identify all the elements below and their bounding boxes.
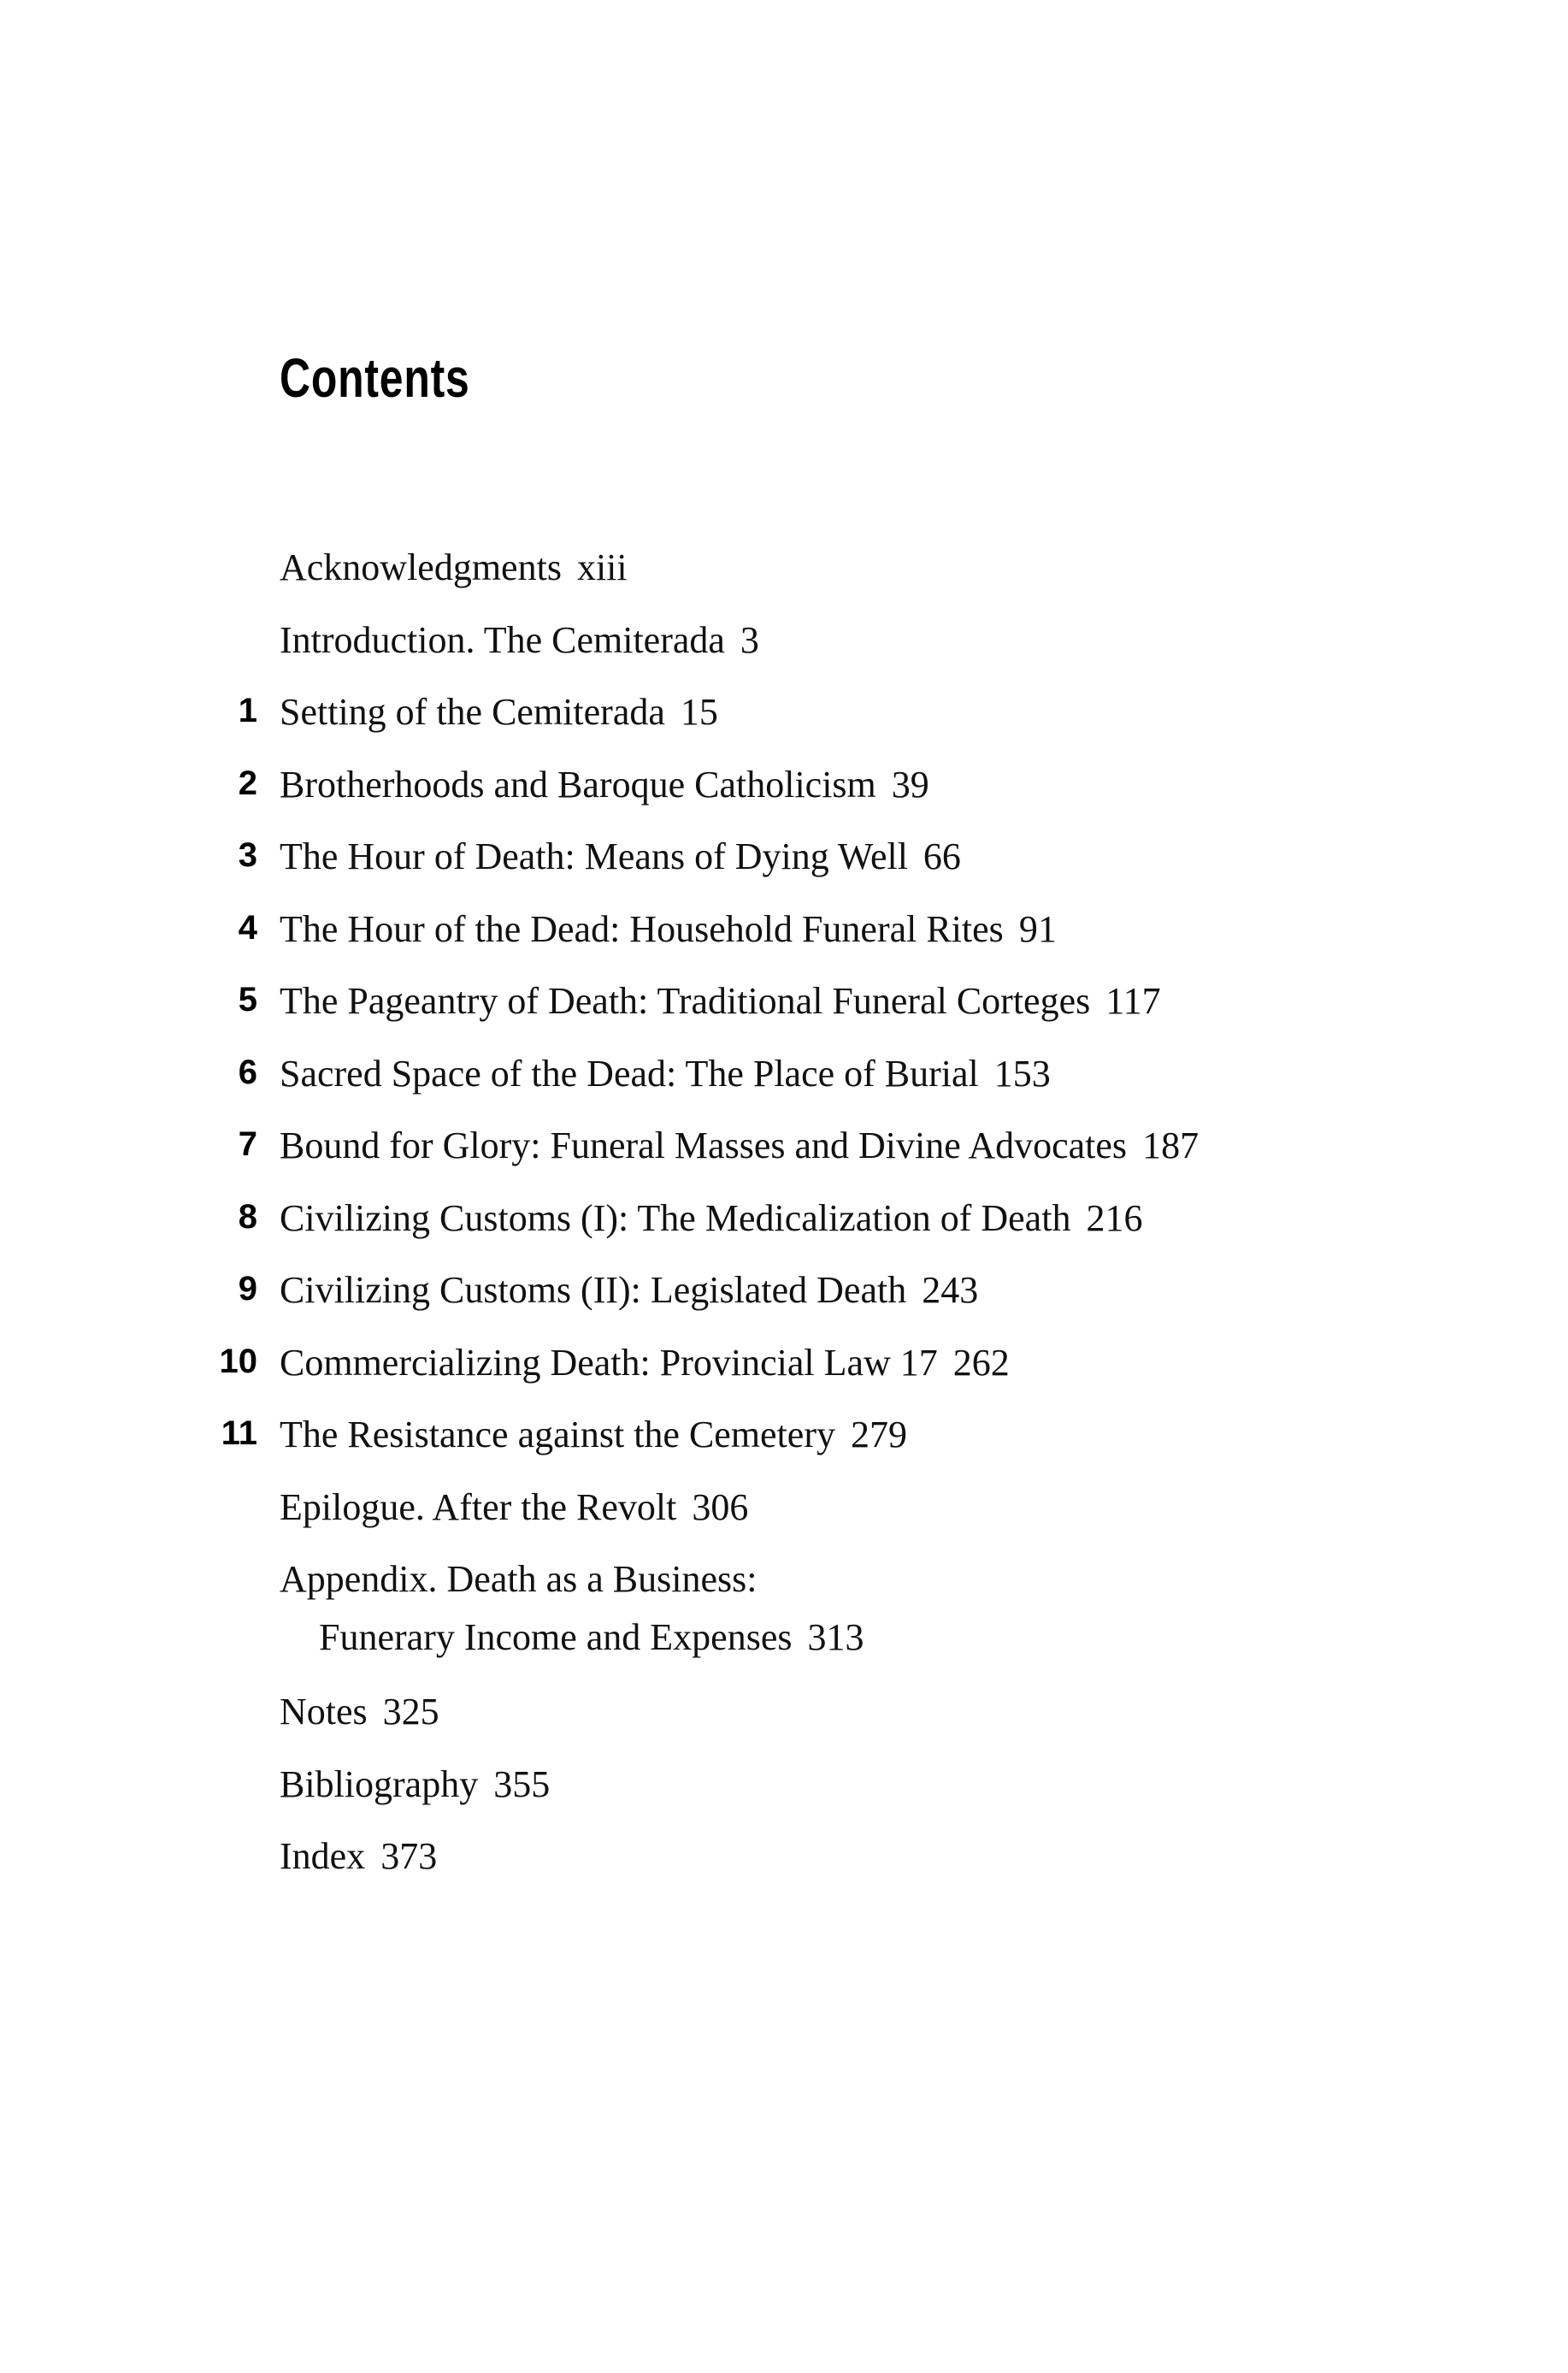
entry-title: The Hour of the Dead: Household Funeral Rites [280, 907, 1004, 950]
page-number: 325 [382, 1691, 439, 1733]
entry-title: Bibliography [280, 1762, 479, 1805]
toc-entry-chapter-5 [0, 972, 1568, 1045]
entry-title: Index [280, 1835, 366, 1877]
toc-entry-chapter-11 [0, 1406, 1568, 1479]
toc-entry-chapter-3 [0, 828, 1568, 900]
entry-title: Sacred Space of the Dead: The Place of Burial [280, 1052, 979, 1095]
entry-title: Commercializing Death: Provincial Law 17 [280, 1341, 938, 1384]
chapter-number: 11 [221, 1414, 257, 1452]
page-number: 373 [380, 1835, 438, 1877]
page-number: 279 [851, 1414, 907, 1455]
toc-entry-chapter-2 [0, 756, 1568, 829]
chapter-number: 1 [238, 692, 257, 729]
page-number: 262 [952, 1341, 1010, 1384]
entry-title: Epilogue. After the Revolt [280, 1485, 677, 1528]
page-number: 66 [923, 835, 961, 877]
entry-title: The Pageantry of Death: Traditional Funeral Corteges [280, 980, 1091, 1022]
page-number: 306 [692, 1485, 749, 1528]
entry-title: Bound for Glory: Funeral Masses and Divine Advocates [280, 1125, 1128, 1166]
page-number: 243 [922, 1269, 979, 1311]
entry-title-continued: Funerary Income and Expenses [319, 1616, 793, 1659]
table-of-contents [0, 539, 1568, 1900]
page-number: 216 [1086, 1196, 1143, 1239]
toc-entry-chapter-7 [0, 1117, 1568, 1189]
entry-title: Civilizing Customs (II): Legislated Death [280, 1269, 907, 1311]
entry-title: Notes [280, 1691, 368, 1733]
page-number: 187 [1142, 1125, 1200, 1166]
toc-entry-chapter-6 [0, 1045, 1568, 1118]
entry-title: The Hour of Death: Means of Dying Well [280, 835, 908, 877]
toc-entry-bibliography [0, 1756, 1568, 1828]
toc-entry-index [0, 1827, 1568, 1900]
chapter-number: 7 [238, 1125, 257, 1163]
chapter-number: 2 [238, 764, 257, 802]
chapter-number: 6 [238, 1053, 257, 1091]
chapter-number: 3 [238, 836, 257, 874]
page-title: Contents [280, 347, 470, 409]
entry-title: The Resistance against the Cemetery [280, 1414, 835, 1455]
page-number: 153 [993, 1052, 1051, 1095]
entry-title: Brotherhoods and Baroque Catholicism [280, 763, 876, 806]
toc-entry-chapter-9 [0, 1261, 1568, 1334]
chapter-number: 5 [238, 981, 257, 1018]
entry-title: Setting of the Cemiterada [280, 691, 665, 733]
page-number: 3 [740, 618, 759, 661]
toc-entry-chapter-10 [0, 1334, 1568, 1407]
page-number: 15 [680, 691, 718, 733]
toc-entry-epilogue [0, 1479, 1568, 1551]
chapter-number: 10 [219, 1342, 257, 1380]
toc-entry-notes [0, 1683, 1568, 1756]
toc-entry-appendix [0, 1550, 1568, 1683]
chapter-number: 8 [238, 1197, 257, 1236]
page-number: 91 [1018, 907, 1057, 950]
toc-entry-introduction [0, 611, 1568, 684]
chapter-number: 9 [238, 1270, 257, 1308]
toc-entry-chapter-4 [0, 900, 1568, 973]
toc-entry-chapter-1 [0, 683, 1568, 756]
chapter-number: 4 [238, 908, 257, 947]
page-number: xiii [576, 546, 628, 588]
toc-entry-acknowledgments [0, 539, 1568, 611]
page-number: 355 [493, 1762, 551, 1805]
page-number: 117 [1105, 980, 1161, 1022]
entry-title: Acknowledgments [280, 546, 562, 588]
entry-title: Appendix. Death as a Business: [280, 1558, 757, 1600]
page-number: 313 [807, 1616, 864, 1659]
entry-title: Introduction. The Cemiterada [280, 618, 725, 661]
page-number: 39 [891, 763, 929, 806]
toc-entry-chapter-8 [0, 1189, 1568, 1262]
entry-title: Civilizing Customs (I): The Medicalization of Death [280, 1196, 1071, 1239]
